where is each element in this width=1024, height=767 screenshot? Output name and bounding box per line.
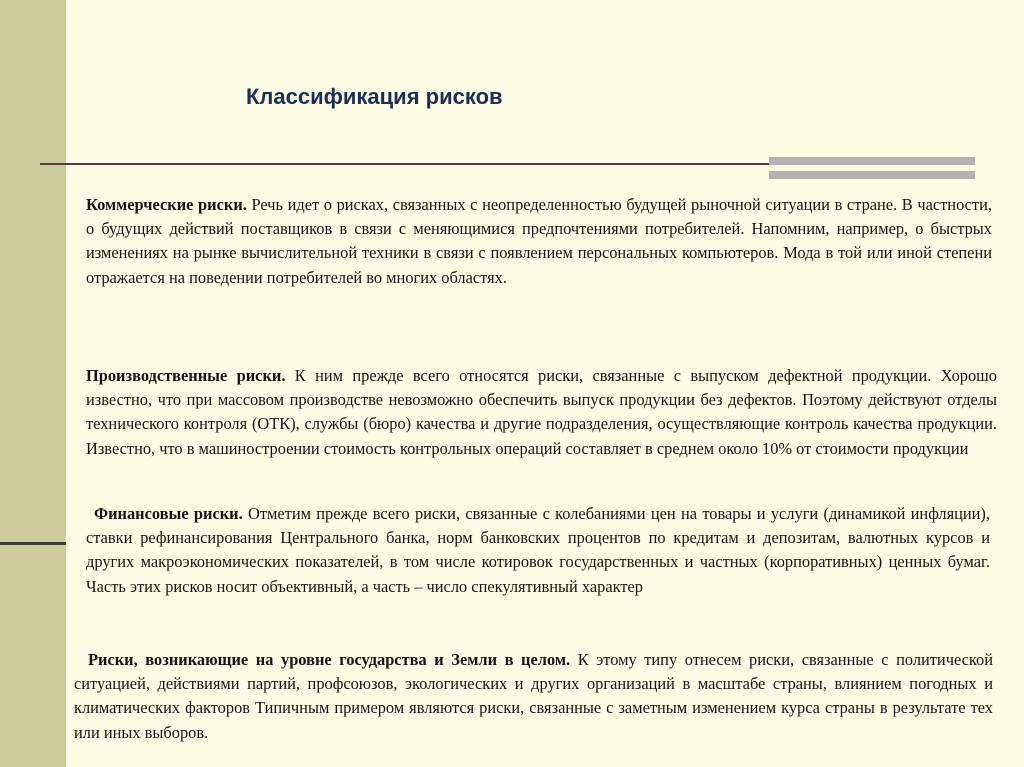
section-heading: Риски, возникающие на уровне государства и Земли в целом.: [88, 650, 571, 669]
section-heading: Финансовые риски.: [94, 504, 243, 523]
section-text: К этому типу отнесем риски, связанные с политической ситуацией, действиями партий, профсоюзов, экологических и других организаций в масштабе страны, влиянием погодных и климатических факторов Типичным примером являются риски, связанные с заметным изменением курса страны в результате тех или иных выборов.: [74, 650, 994, 742]
left-accent-bar: [0, 0, 66, 767]
section-text: Речь идет о рисках, связанных с неопределенностью будущей рыночной ситуации в стране. В частности, о будущих действий поставщиков в связи с меняющимися предпочтениями потребителей. Напомним, например, о быстрых изменениях на рынке вычислительной техники в связи с появлением персональных компьютеров. Мода в той или иной степени отражается на поведении потребителей во многих областях.: [86, 195, 992, 287]
section-text: К ним прежде всего относятся риски, связанные с выпуском дефектной продукции. Хорошо известно, что при массовом производстве невозможно обеспечить выпуск продукции без дефектов. Поэтому действуют отделы технического контроля (ОТК), службы (бюро) качества и другие подразделения, осуществляющие контроль качества продукции. Известно, что в машиностроении стоимость контрольных операций составляет в среднем около 10% от стоимости продукции: [86, 366, 997, 458]
title-underline: [40, 163, 771, 165]
decorative-bar-bottom: [769, 171, 975, 179]
decorative-double-bar: [769, 157, 975, 179]
section-production-risks: [86, 364, 997, 461]
left-accent-divider: [0, 542, 66, 545]
slide-title: Классификация рисков: [246, 84, 503, 109]
section-heading: Коммерческие риски.: [86, 195, 247, 214]
section-text: Отметим прежде всего риски, связанные с колебаниями цен на товары и услуги (динамикой инфляции), ставки рефинансирования Центрального банка, норм банковских процентов по кредитам и депозитам, валютных курсов и других макроэкономических показателей, в том числе котировок государственных и частных (корпоративных) ценных бумаг. Часть этих рисков носит объективный, а часть – число спекулятивный характер: [86, 504, 990, 596]
section-financial-risks: [86, 502, 990, 599]
section-state-and-earth-risks: [74, 648, 993, 745]
decorative-bar-top: [769, 157, 975, 165]
section-commercial-risks: [86, 193, 992, 290]
section-heading: Производственные риски.: [86, 366, 286, 385]
